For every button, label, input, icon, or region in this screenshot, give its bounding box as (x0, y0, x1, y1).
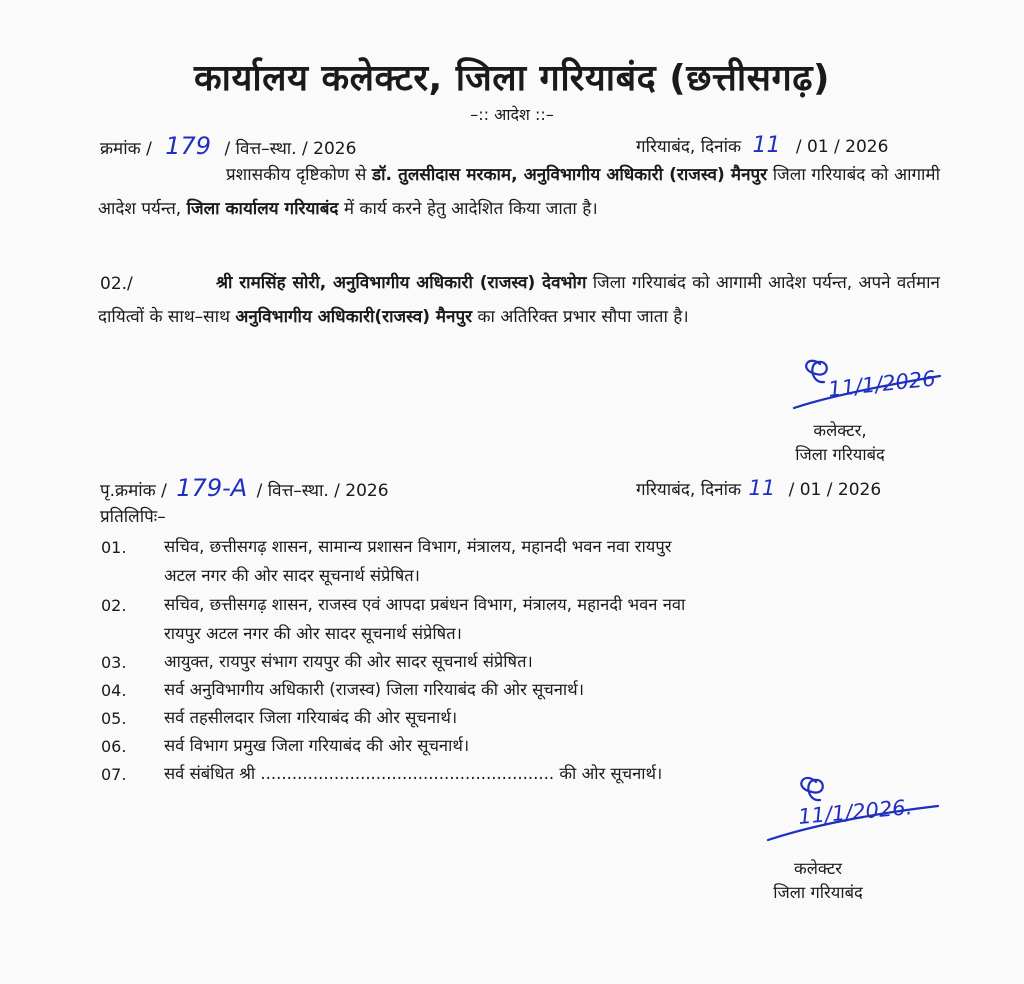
p2-officer-name: श्री रामसिंह सोरी, अनुविभागीय अधिकारी (राजस्व) देवभोग (216, 273, 587, 293)
list-item: सर्व अनुविभागीय अधिकारी (राजस्व) जिला गरियाबंद की ओर सूचनार्थ। (164, 680, 584, 699)
p1-text-c: जिला गरियाबंद को आगामी आदेश पर्यन्त, (98, 165, 940, 219)
list-item-line: रायपुर अटल नगर की ओर सादर सूचनार्थ संप्रेषित। (164, 624, 462, 643)
kramank-prefix: क्रमांक / (100, 139, 152, 159)
copy-kramank-suffix: / वित्त–स्था. / 2026 (256, 481, 389, 501)
signature-1-district: जिला गरियाबंद (795, 445, 885, 464)
p1-text-a: प्रशासकीय दृष्टिकोण से (226, 165, 373, 185)
p1-text-e: में कार्य करने हेतु आदेशित किया जाता है। (338, 199, 598, 219)
copy-date-line (636, 476, 881, 502)
kramank-suffix: / वित्त–स्था. / 2026 (224, 139, 357, 159)
copy-kramank-prefix: पृ.क्रमांक / (100, 481, 167, 501)
copy-label: प्रतिलिपिः– (100, 507, 166, 527)
list-item: सर्व विभाग प्रमुख जिला गरियाबंद की ओर सूचनार्थ। (164, 736, 470, 755)
signature-1-date: 11/1/2026 (827, 366, 937, 402)
list-item-number: 06. (101, 737, 127, 756)
list-item-number: 05. (101, 709, 127, 728)
list-item-number: 03. (101, 653, 127, 672)
p2-text-d: का अतिरिक्त प्रभार सौपा जाता है। (472, 307, 689, 327)
signature-2-block (718, 857, 918, 905)
handwritten-copy-date-day: 11 (748, 476, 776, 500)
office-title: कार्यालय कलेक्टर, जिला गरियाबंद (छत्तीसगढ़) (194, 58, 830, 99)
list-item: सर्व संबंधित श्री ........................................................ की ओर सूचनार्थ। (164, 764, 663, 783)
order-date-line (636, 134, 888, 159)
list-item-number: 04. (101, 681, 127, 700)
list-item-line: सचिव, छत्तीसगढ़ शासन, सामान्य प्रशासन विभाग, मंत्रालय, महानदी भवन नवा रायपुर (164, 537, 672, 556)
signature-2-district: जिला गरियाबंद (773, 883, 863, 902)
p2-number: 02./ (100, 274, 133, 294)
handwritten-order-number: 179 (165, 132, 212, 160)
signature-1-designation: कलेक्टर, (813, 421, 867, 440)
signature-2-date: 11/1/2026. (797, 795, 914, 829)
signature-2-designation: कलेक्टर (794, 859, 842, 878)
p2-text-b: जिला गरियाबंद को आगामी आदेश पर्यन्त, अपने वर्तमान दायित्वों के साथ–साथ (98, 273, 940, 327)
list-item-line: सचिव, छत्तीसगढ़ शासन, राजस्व एवं आपदा प्रबंधन विभाग, मंत्रालय, महानदी भवन नवा (164, 595, 686, 614)
order-paragraph-1 (98, 158, 940, 226)
list-item-line: अटल नगर की ओर सादर सूचनार्थ संप्रेषित। (164, 566, 420, 585)
list-item (164, 590, 944, 648)
copy-number-line (100, 476, 389, 503)
place-date-prefix: गरियाबंद, दिनांक (636, 137, 742, 157)
list-item (164, 532, 944, 590)
list-item-number: 07. (101, 765, 127, 784)
list-item-number: 02. (101, 596, 127, 615)
p2-charge-name: अनुविभागीय अधिकारी(राजस्व) मैनपुर (235, 307, 473, 327)
list-item: सर्व तहसीलदार जिला गरियाबंद की ओर सूचनार्थ। (164, 708, 458, 727)
order-number-line (100, 134, 356, 161)
list-item: आयुक्त, रायपुर संभाग रायपुर की ओर सादर सूचनार्थ संप्रेषित। (164, 652, 533, 671)
p1-officer-name: डॉ. तुलसीदास मरकाम, अनुविभागीय अधिकारी (राजस्व) मैनपुर (372, 165, 768, 185)
order-paragraph-2 (98, 266, 940, 334)
list-item-number: 01. (101, 538, 127, 557)
copy-date-suffix: / 01 / 2026 (788, 480, 882, 500)
date-suffix: / 01 / 2026 (795, 137, 889, 157)
signature-1-block (745, 419, 935, 467)
handwritten-date-day: 11 (752, 133, 781, 158)
order-heading: –:: आदेश ::– (470, 105, 554, 124)
handwritten-copy-number: 179-A (176, 474, 248, 502)
copy-place-date-prefix: गरियाबंद, दिनांक (636, 480, 742, 500)
p1-office-name: जिला कार्यालय गरियाबंद (186, 199, 339, 219)
